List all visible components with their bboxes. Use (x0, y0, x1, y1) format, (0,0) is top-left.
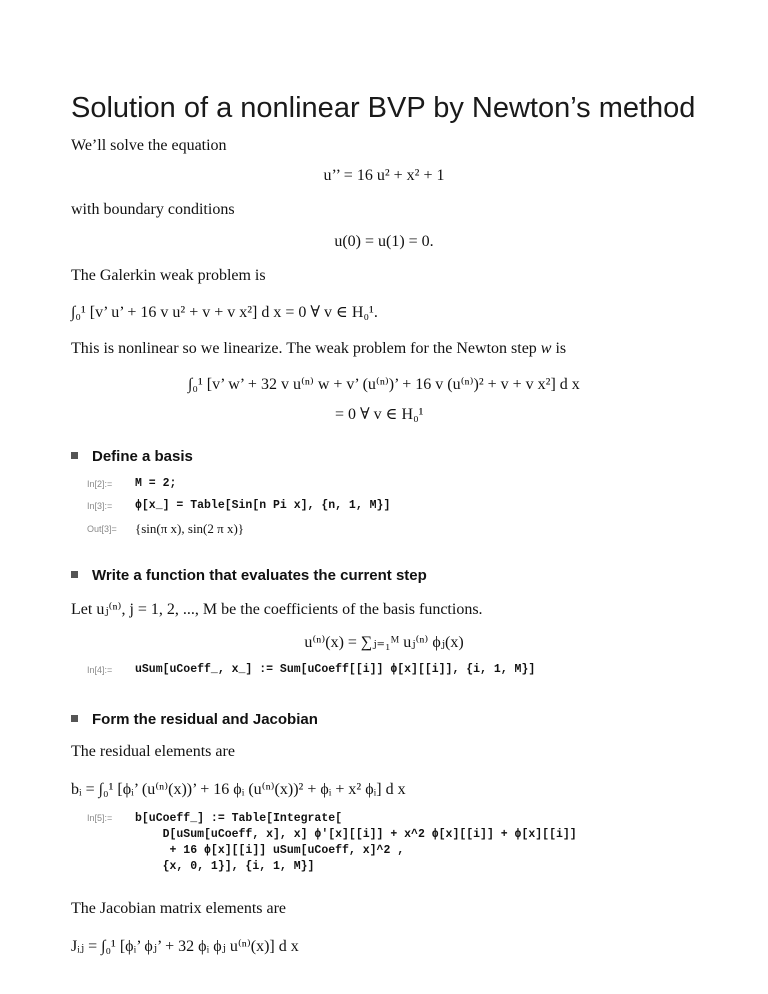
cell-label: Out[3]= (87, 524, 117, 534)
input-cell[interactable]: M = 2; (135, 477, 177, 490)
equation-weak: ∫₀¹ [v’ u’ + 16 v u² + v + v x²] d x = 0 ∀ v ∈ H₀¹. (71, 304, 378, 321)
input-cell[interactable]: b[uCoeff_] := Table[Integrate[ D[uSum[uCoeff, x], x] ϕ'[x][[i]] + x^2 ϕ[x][[i]] + ϕ[x][[i]] + 16 ϕ[x][[i]] uSum[uCoeff, x]^2 , {x, 0, 1}], {i, 1, M}] (135, 812, 577, 873)
newton-step-symbol: w (540, 340, 552, 357)
output-cell: {sin(π x), sin(2 π x)} (135, 521, 245, 536)
residual-text: The residual elements are (71, 743, 235, 760)
section-title: Write a function that evaluates the current step (92, 567, 427, 584)
section-bullet-icon (71, 571, 78, 578)
cell-label: In[5]:= (87, 813, 113, 823)
cell-label: In[3]:= (87, 501, 113, 511)
cell-label: In[4]:= (87, 665, 113, 675)
page-title: Solution of a nonlinear BVP by Newton’s method (71, 92, 696, 124)
equation-residual: bᵢ = ∫₀¹ [ϕᵢ’ (u⁽ⁿ⁾(x))’ + 16 ϕᵢ (u⁽ⁿ⁾(x))² + ϕᵢ + x² ϕᵢ] d x (71, 781, 406, 798)
linearize-text-b: is (551, 340, 567, 357)
equation-jacobian: Jᵢⱼ = ∫₀¹ [ϕᵢ’ ϕⱼ’ + 32 ϕᵢ ϕⱼ u⁽ⁿ⁾(x)] d x (71, 938, 299, 955)
coefficients-text: Let uⱼ⁽ⁿ⁾, j = 1, 2, ..., M be the coefficients of the basis functions. (71, 601, 483, 618)
section-bullet-icon (71, 715, 78, 722)
jacobian-text: The Jacobian matrix elements are (71, 900, 287, 917)
linearize-text-a: This is nonlinear so we linearize. The weak problem for the Newton step (71, 340, 541, 357)
intro-text: We’ll solve the equation (71, 137, 227, 154)
galerkin-text: The Galerkin weak problem is (71, 267, 266, 284)
section-title: Define a basis (92, 448, 193, 465)
equation-newton-line2: = 0 ∀ v ∈ H₀¹ (335, 406, 424, 423)
section-residual-jacobian[interactable] (71, 711, 318, 728)
section-bullet-icon (71, 452, 78, 459)
linearize-text (71, 340, 566, 358)
equation-bc: u(0) = u(1) = 0. (334, 233, 434, 250)
equation-expansion: u⁽ⁿ⁾(x) = ∑ⱼ₌₁ᴹ uⱼ⁽ⁿ⁾ ϕⱼ(x) (304, 634, 464, 651)
equation-ode: u’’ = 16 u² + x² + 1 (323, 167, 445, 184)
section-title: Form the residual and Jacobian (92, 711, 318, 728)
input-cell[interactable]: uSum[uCoeff_, x_] := Sum[uCoeff[[i]] ϕ[x][[i]], {i, 1, M}] (135, 663, 536, 676)
equation-newton-line1: ∫₀¹ [v’ w’ + 32 v u⁽ⁿ⁾ w + v’ (u⁽ⁿ⁾)’ + 16 v (u⁽ⁿ⁾)² + v + v x²] d x (188, 376, 580, 393)
section-define-basis[interactable] (71, 448, 193, 465)
bc-text: with boundary conditions (71, 201, 235, 218)
cell-label: In[2]:= (87, 479, 113, 489)
section-current-step[interactable] (71, 567, 427, 584)
input-cell[interactable]: ϕ[x_] = Table[Sin[n Pi x], {n, 1, M}] (135, 499, 391, 512)
